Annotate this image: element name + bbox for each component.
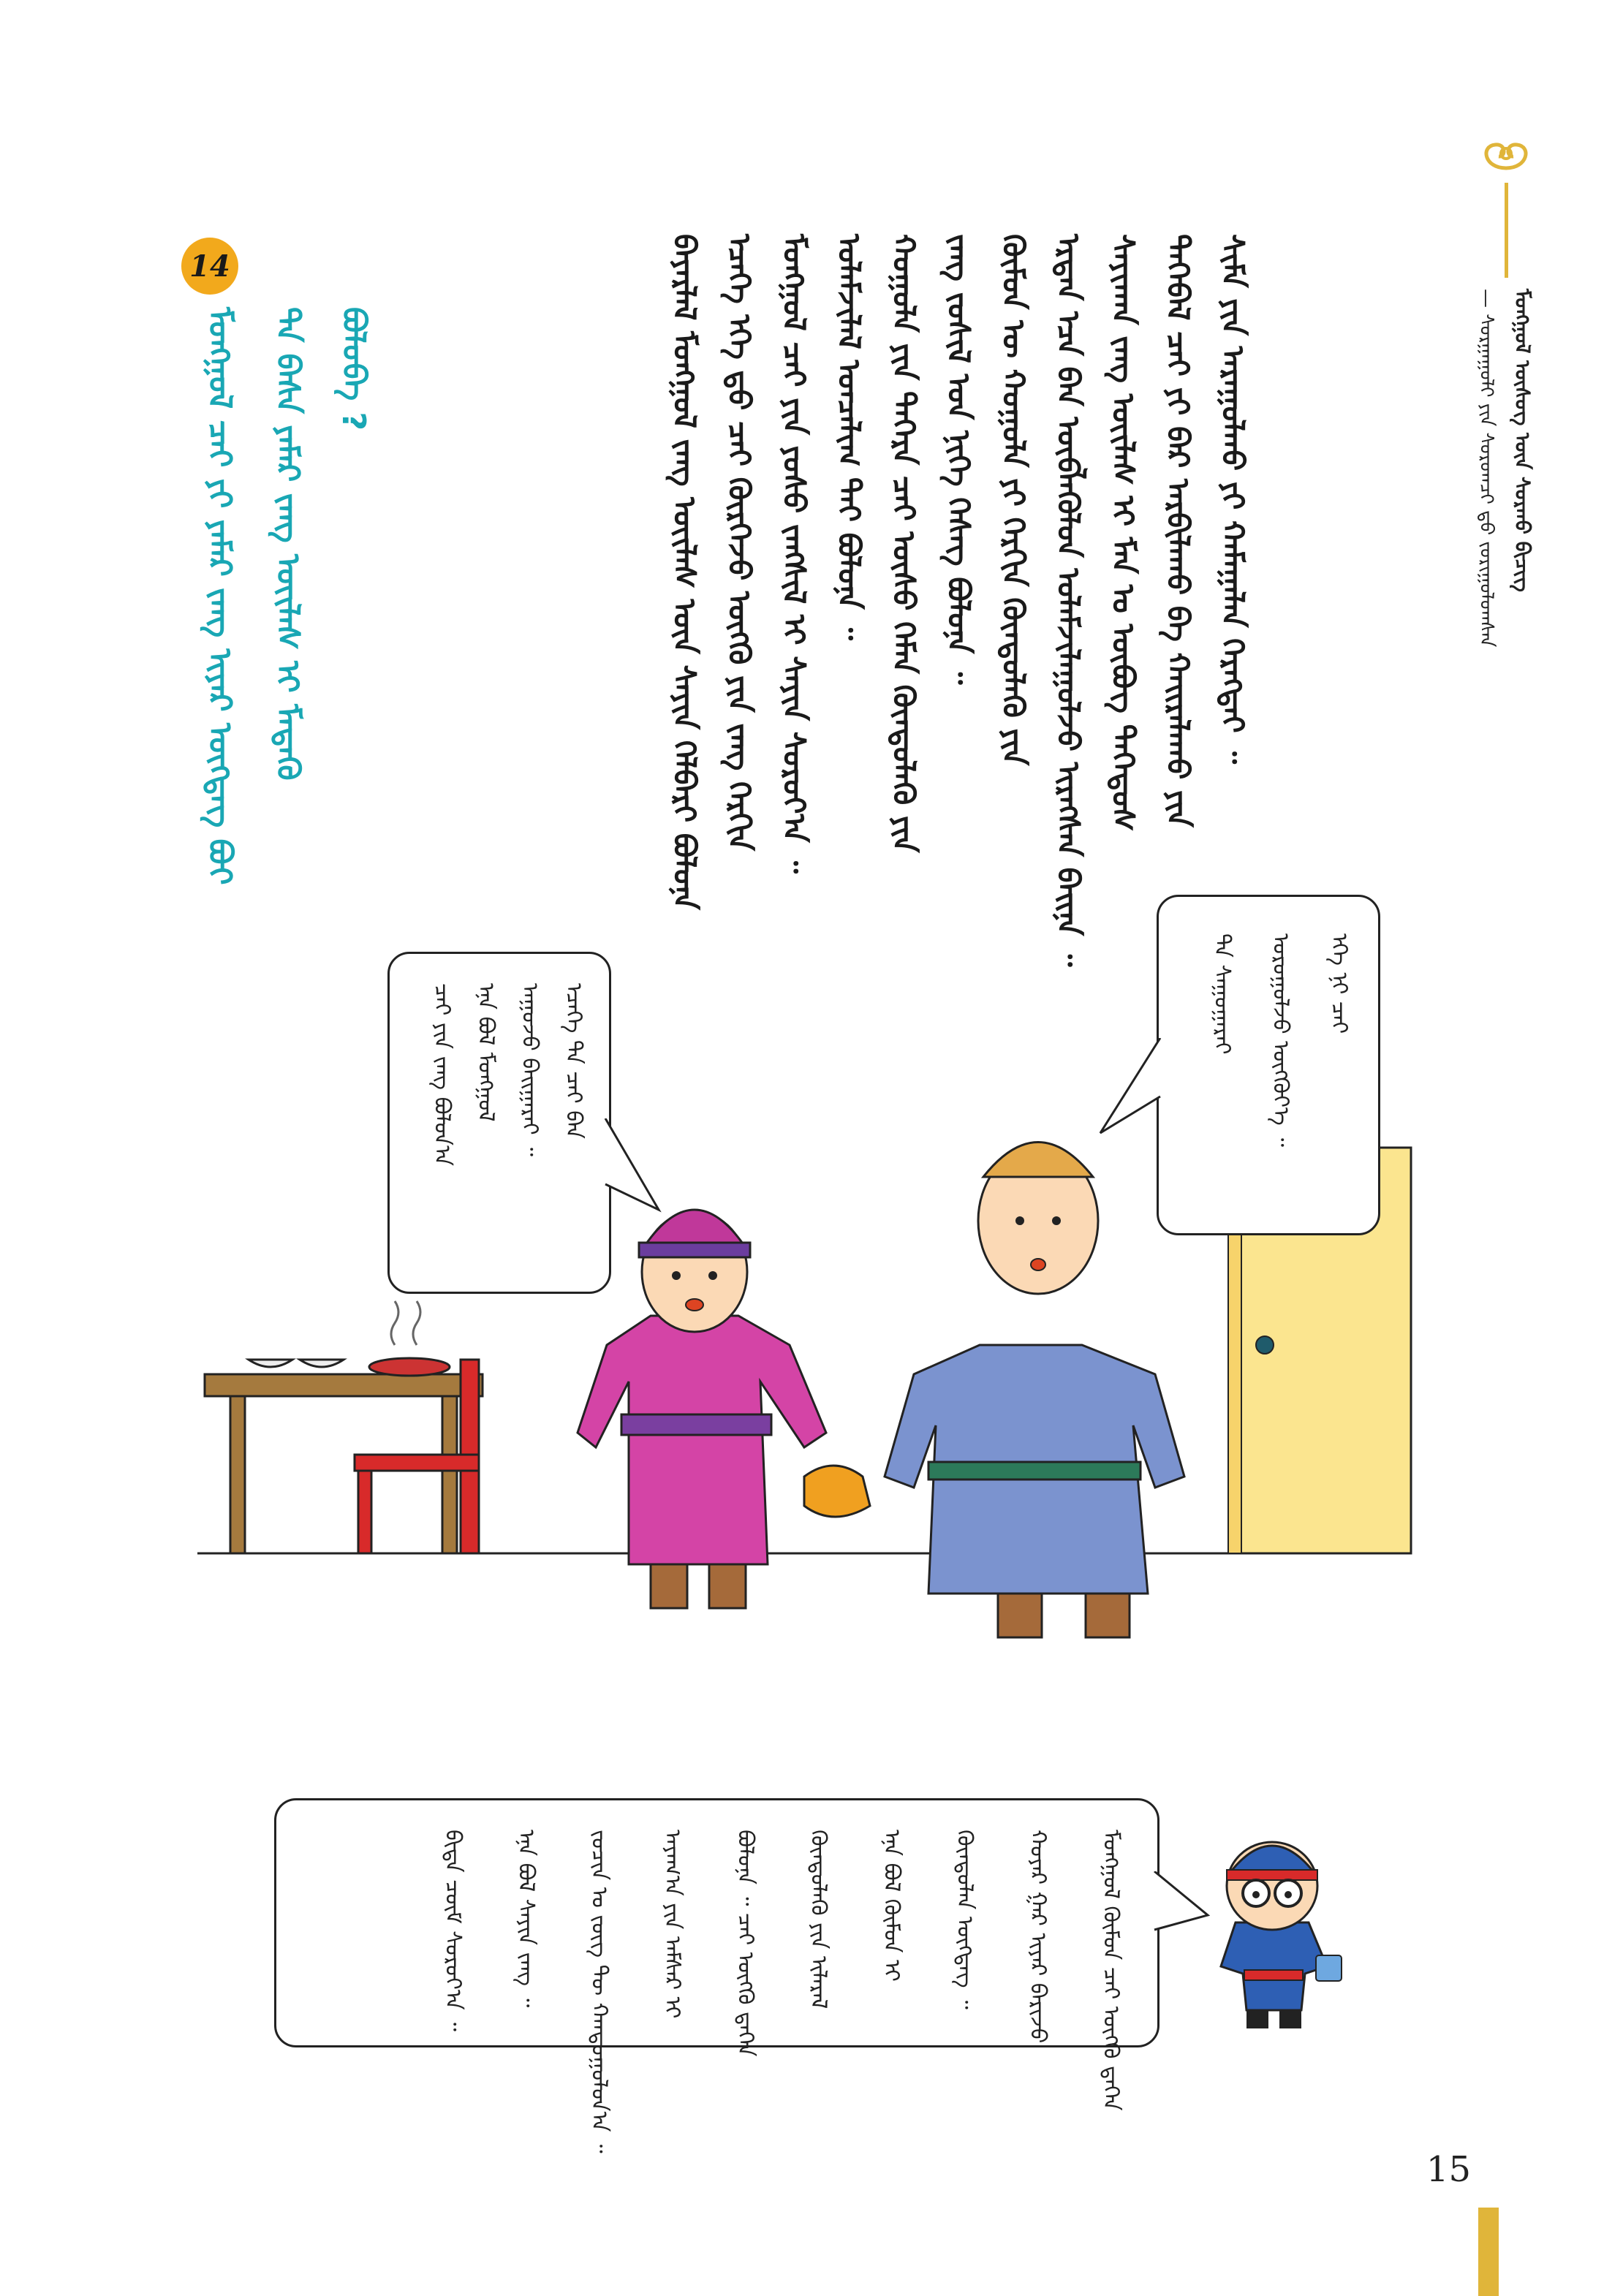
body-line: ᠬᠦᠮᠦᠨ ᠦ ᠬᠣᠭᠣᠯᠠ ᠶᠢ ᠬᠡᠷᠬᠢᠨ ᠬᠦᠨᠳᠦᠯᠡᠬᠦ ᠶᠢᠨ	[996, 234, 1032, 766]
bubble-line: ᠬᠦᠨᠳᠦᠯᠡᠬᠦ ᠶᠢᠨ ᠢᠯᠡᠷᠡᠯ	[806, 1830, 831, 2009]
body-line: ᠰᠠᠶᠢᠬᠠᠨ ᠵᠠᠩ ᠦᠢᠯᠡᠰ ᠢ ᠮᠠᠨ ᠤ ᠥᠪᠥᠭ ᠳᠡᠭᠡᠳᠦᠰ	[1105, 234, 1141, 832]
bubble-line: ᠡᠨᠡ ᠪᠣᠯ ᠰᠠᠶᠢᠨ ᠵᠠᠩ ᠃	[513, 1830, 539, 2008]
body-line: ᠡᠷᠲᠡᠨ ᠡᠴᠡ ᠪᠠᠨ ᠥᠪᠯᠡᠭᠦᠯᠦᠨ ᠤᠯᠠᠮᠵᠢᠯᠠᠭᠤᠯᠵᠤ ᠢᠷᠡᠭᠰᠡᠨ ᠪᠠᠢᠨᠠ ᠃	[1051, 234, 1086, 967]
bubble-line: ᠡᠴᠡᠭᠡ ᠲᠠ ᠴᠠᠢ ᠪᠠᠨ	[561, 983, 586, 1139]
speech-bubble-man-tail	[1097, 1038, 1162, 1140]
body-line: ᠰᠢᠮᠡ ᠶᠢᠨ ᠠᠷᠠᠭᠤᠯᠬᠤ ᠶᠢ ᠬᠠᠮᠠᠭᠠᠯᠠᠨ ᠬᠡᠷᠡᠭᠲᠡᠢ ᠃	[1215, 234, 1251, 765]
bubble-line: ᠡᠨᠡ ᠪᠣᠯ ᠬᠦᠮᠦᠨ ᠢ	[879, 1830, 904, 1982]
question-number-badge	[181, 238, 238, 295]
body-line: ᠵᠠᠩ ᠵᠤᠰᠢᠯ ᠤᠨ ᠨᠢᠭᠡ ᠬᠡᠰᠡᠭ ᠪᠣᠯᠤᠨᠠ ᠃	[941, 234, 977, 685]
header-line-2: — ᠰᠤᠷᠭᠠᠭᠤᠯᠢ ᠶᠢᠨ ᠰᠤᠷᠤᠭᠴᠢ ᠳ᠋ᠤ ᠵᠣᠷᠢᠭᠤᠯᠤᠭᠰᠠᠨ	[1475, 289, 1497, 648]
man-character	[885, 1143, 1184, 1638]
header-line-1: ᠮᠣᠩᠭᠣᠯ ᠦᠰᠦᠭ ᠦᠨ ᠰᠤᠷᠬᠤ ᠪᠢᠴᠢᠭ	[1510, 289, 1535, 592]
bubble-line: ᠠᠶᠠᠭ᠎ᠠ ᠶᠢᠨ ᠠᠮᠰᠠᠷ ᠢ	[659, 1830, 685, 2019]
body-line: ᠤᠯᠠᠮᠵᠢᠯᠠᠯ ᠣᠨᠴᠠᠯᠢᠭ ᠲᠠᠢ ᠪᠣᠯᠤᠨᠠ ᠃	[831, 234, 867, 640]
body-line: ᠬᠣᠭᠣᠯᠠ ᠶᠢᠨ ᠳᠡᠭᠡᠷᠡ ᠴᠠᠢ ᠦᠰᠦ ᠬᠡᠮᠡᠨ ᠬᠦᠨᠳᠦᠯᠡᠬᠦ ᠶᠢᠨ	[886, 234, 922, 853]
bubble-line: ᠮᠣᠩᠭᠣᠯ ᠬᠦᠮᠦᠨ ᠴᠠᠢ ᠥᠭᠬᠦ ᠳ᠋ᠡᠭᠡᠨ	[1098, 1830, 1124, 2111]
bubble-line: ᠬᠣᠶᠠᠷ ᠭᠠᠷ ᠢᠶᠠᠷ ᠪᠠᠷᠢᠵᠤ	[1025, 1830, 1051, 2044]
woman-character	[578, 1210, 870, 1608]
bubble-line: ᠲᠠ ᠰᠠᠭᠤᠭᠠᠷᠠᠢ	[1209, 933, 1235, 1055]
speech-bubble-boy	[274, 1798, 1159, 2153]
header-rule	[1505, 183, 1508, 278]
speech-bubble-woman-tail	[604, 1118, 662, 1213]
bubble-line: ᠡᠨᠡ ᠪᠣᠯ ᠮᠣᠩᠭᠣᠯ	[473, 983, 499, 1122]
bubble-line: ᠠᠭᠤᠵᠤ ᠪᠠᠢᠭᠠᠷᠠᠢ ᠃	[517, 983, 542, 1156]
question-number: 14	[189, 249, 230, 284]
question-line: ᠮᠣᠩᠭᠣᠯ ᠴᠠᠢ ᠶᠢ ᠶᠠᠮᠠᠷ ᠵᠠᠩ ᠢᠶᠠᠷ ᠥᠭᠳᠡᠭ ᠪᠤᠢ	[201, 307, 238, 885]
question-line: ᠲᠠ ᠪᠠᠰᠠ ᠶᠠᠮᠠᠷ ᠵᠠᠩ ᠦᠢᠯᠡᠰ ᠢ ᠮᠡᠳᠡᠬᠦ	[269, 307, 306, 781]
question-line: ᠪᠣᠯᠣᠪᠠ ?	[335, 307, 372, 431]
ornament-icon	[1469, 124, 1543, 183]
bubble-line: ᠣᠷᠣᠭᠣᠯᠵᠤ ᠥᠭᠭᠦᠶ᠎ᠡ ᠃	[1268, 933, 1293, 1148]
page-tab	[1478, 2208, 1499, 2296]
body-line: ᠡᠴᠡᠭᠡ ᠡᠬᠡ ᠳ᠋ᠤ ᠴᠠᠢ ᠬᠦᠷᠭᠡᠵᠦ ᠥᠭᠬᠦ ᠶᠢᠨ ᠵᠠᠩ ᠬᠡᠷᠬᠢᠨ	[722, 234, 757, 852]
bubble-line: ᠴᠠᠢ ᠶᠢᠨ ᠵᠠᠩ ᠪᠣᠯᠤᠨ᠎ᠠ	[429, 983, 455, 1166]
boy-character	[1199, 1813, 1345, 2032]
table	[205, 1301, 483, 1553]
bubble-line: ᠪᠢᠳᠡ ᠴᠦᠮ ᠰᠤᠷᠤᠶ᠎ᠠ ᠃	[440, 1830, 466, 2032]
body-line: ᠲᠡᠭᠡᠪᠡᠯ ᠴᠠᠢ ᠶᠢ ᠪᠠᠷ ᠠᠷᠪᠢᠯᠠᠬᠤ ᠪᠠ ᠬᠠᠢᠷᠠᠯᠠᠬᠤ ᠶᠢᠨ	[1160, 234, 1196, 827]
body-line: ᠮᠣᠩᠭᠣᠯ ᠴᠠᠢ ᠶᠢᠨ ᠶᠣᠰᠣ ᠵᠠᠩᠰᠢᠯ ᠢ ᠰᠠᠶᠢᠨ ᠰᠤᠷᠤᠶ᠎ᠠ ᠃	[776, 234, 812, 874]
page-number: 15	[1426, 2149, 1471, 2190]
bubble-line: ᠡᠬᠡ ᠨᠢ ᠴᠠᠢ	[1326, 933, 1352, 1034]
speech-bubble-man	[1157, 895, 1380, 1235]
bubble-line: ᠵᠣᠴᠢᠨ ᠤ ᠵᠦᠭ ᠲᠦ ᠬᠠᠨᠳᠤᠭᠤᠯᠤᠨ᠎ᠠ ᠃	[586, 1830, 612, 2153]
bubble-line: ᠬᠦᠨᠳᠦᠯᠡᠨ ᠥᠭᠳᠡᠭ ᠃	[952, 1830, 977, 2009]
speech-bubble-woman	[387, 952, 611, 1294]
bubble-line: ᠪᠣᠯᠤᠨᠠ ᠃ ᠴᠠᠢ ᠥᠭᠬᠦ ᠳ᠋ᠡᠭᠡᠨ	[733, 1830, 758, 2057]
body-line: ᠪᠠᠶᠠᠷᠯᠠᠯ ᠮᠣᠩᠭᠣᠯ ᠵᠠᠩ ᠦᠢᠯᠡᠰ ᠦᠨ ᠰᠠᠶᠢᠨ ᠬᠡᠯᠪᠡᠷᠢ ᠪᠣᠯᠤᠨᠠ	[667, 234, 703, 910]
